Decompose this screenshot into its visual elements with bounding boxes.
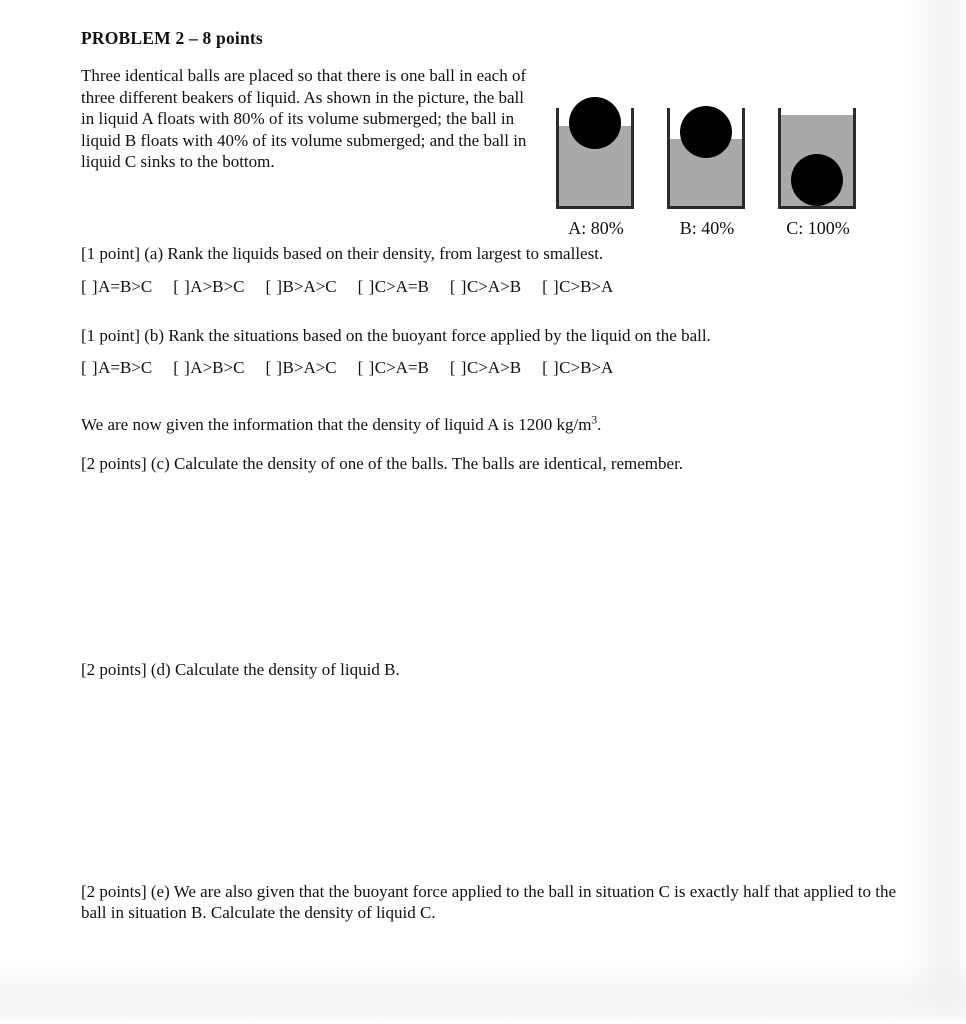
option-a-1-label: A=B>C [98,276,153,296]
option-a-4[interactable] [358,277,429,297]
beaker-label-a: A: 80% [568,218,624,238]
option-a-6[interactable] [542,277,613,297]
question-a-options [81,277,911,297]
option-b-6[interactable] [542,358,613,378]
part-c-answer-space[interactable] [81,474,911,659]
beaker-cell-b [667,108,747,239]
checkbox-b-1[interactable]: [ ] [81,358,99,377]
option-b-5[interactable] [450,358,521,378]
beaker-label-c: C: 100% [786,218,850,238]
given-density-tail: . [597,415,602,434]
beaker-label-b: B: 40% [679,218,735,238]
checkbox-b-5[interactable]: [ ] [449,358,467,377]
option-b-3[interactable] [265,358,336,378]
part-d-answer-space[interactable] [81,681,911,881]
option-a-2[interactable] [173,277,244,297]
ball-b [680,106,732,158]
option-b-2-label: A>B>C [190,358,245,377]
question-a-prompt: [1 point] (a) Rank the liquids based on their density, from largest to smallest. [81,244,604,263]
checkbox-b-3[interactable]: [ ] [265,358,283,377]
part-e-prompt: [2 points] (e) We are also given that the buoyant force applied to the ball in situation C is exactly half that applied to the ball in situation B. Calculate the density of liquid C. [81,881,897,922]
option-b-4-label: C>A=B [374,358,429,377]
option-a-1[interactable] [81,277,152,297]
beaker-c [778,108,856,209]
option-b-1[interactable] [81,358,152,378]
checkbox-b-6[interactable]: [ ] [542,358,560,377]
checkbox-a-6[interactable]: [ ] [542,276,560,296]
checkbox-b-4[interactable]: [ ] [357,358,375,377]
option-a-3[interactable] [265,277,336,297]
question-b-options [81,358,911,378]
checkbox-a-3[interactable]: [ ] [265,276,283,296]
option-a-2-label: A>B>C [190,276,245,296]
question-b [81,325,911,379]
intro-paragraph: Three identical balls are placed so that there is one ball in each of three different beakers of liquid. As shown in the picture, the ball in liquid A floats with 80% of its volume submerged; the ball in liquid B floats with 40% of its volume submerged; and the ball in liquid C sinks to the bottom. [81,66,527,171]
option-b-5-label: C>A>B [466,358,522,377]
beaker-cell-a [556,108,636,239]
checkbox-a-5[interactable]: [ ] [449,276,467,296]
option-a-3-label: B>A>C [282,276,337,296]
checkbox-a-2[interactable]: [ ] [173,276,191,296]
part-c-prompt: [2 points] (c) Calculate the density of one of the balls. The balls are identical, remember. [81,453,684,473]
beakers-figure [556,108,886,239]
checkbox-b-2[interactable]: [ ] [173,358,191,377]
ball-a [569,97,621,149]
ball-c [791,154,843,206]
beakers-row [556,108,886,239]
given-density-statement [81,414,911,436]
document-content [81,28,911,924]
beaker-b [667,108,745,209]
question-a [81,243,911,297]
option-a-6-label: C>B>A [559,276,614,296]
option-b-2[interactable] [173,358,244,378]
question-b-prompt: [1 point] (b) Rank the situations based on the buoyant force applied by the liquid on the ball. [81,325,711,345]
given-density-exponent: 3 [591,414,598,427]
beaker-cell-c [778,108,858,239]
page-title: PROBLEM 2 – 8 points [81,28,263,48]
beaker-a [556,108,634,209]
option-a-5-label: C>A>B [466,276,522,296]
given-density-lead: We are now given the information that the density of liquid A is 1200 kg/m [81,415,592,434]
option-b-6-label: C>B>A [559,358,614,377]
part-d-prompt: [2 points] (d) Calculate the density of liquid B. [81,660,400,679]
option-b-1-label: A=B>C [98,358,153,377]
option-a-4-label: C>A=B [374,276,429,296]
option-b-3-label: B>A>C [282,358,337,377]
option-a-5[interactable] [450,277,521,297]
checkbox-a-1[interactable]: [ ] [81,276,99,296]
option-b-4[interactable] [358,358,429,378]
intro-section [81,65,911,238]
checkbox-a-4[interactable]: [ ] [357,276,375,296]
